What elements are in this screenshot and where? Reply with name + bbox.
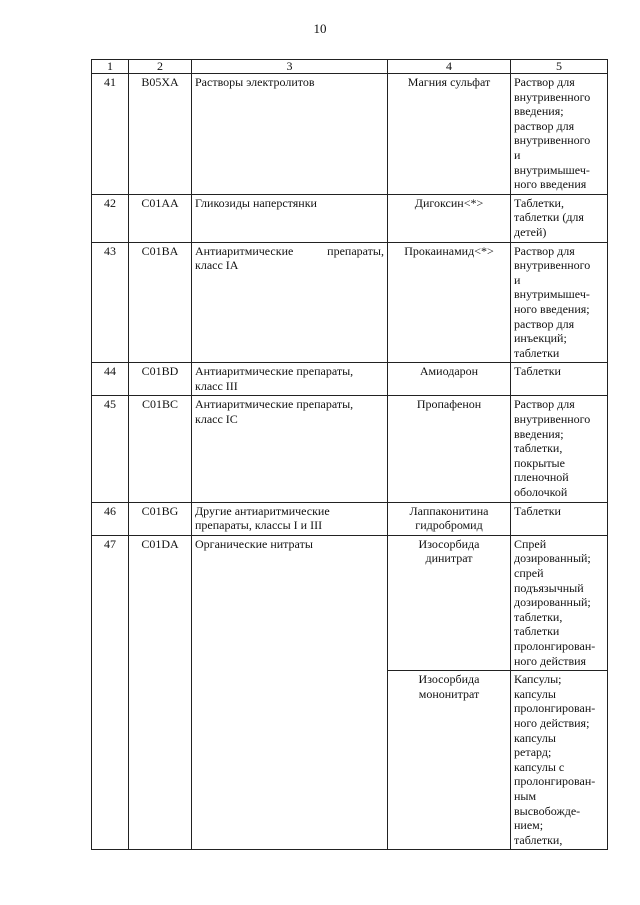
form-line: капсулы — [514, 686, 556, 701]
dosage-form — [511, 396, 608, 502]
group-word: Антиаритмические — [195, 243, 294, 258]
form-line: внутривенного — [514, 89, 591, 104]
form-line: таблетки — [514, 624, 560, 639]
drug-line: Прокаинамид<*> — [404, 243, 494, 258]
column-header: 3 — [192, 60, 388, 74]
group-word: препараты, — [327, 243, 384, 258]
drug-name — [388, 535, 511, 670]
form-line: внутривенного — [514, 412, 591, 427]
drug-name — [388, 363, 511, 396]
pharmacological-group — [192, 74, 388, 195]
row-number: 46 — [92, 502, 129, 535]
form-line: пленочной — [514, 470, 569, 485]
form-line: раствор для — [514, 118, 575, 133]
drug-table — [91, 59, 608, 850]
form-line: и — [514, 272, 521, 287]
form-line: таблетки — [514, 345, 560, 360]
table-row — [92, 363, 608, 396]
form-line: нием; — [514, 818, 544, 833]
form-line: раствор для — [514, 316, 575, 331]
form-line: высвобожде- — [514, 803, 581, 818]
row-number: 42 — [92, 194, 129, 242]
column-header: 5 — [511, 60, 608, 74]
form-line: оболочкой — [514, 485, 568, 500]
row-number: 47 — [92, 535, 129, 849]
pharmacological-group — [192, 363, 388, 396]
group-line: Растворы электролитов — [195, 75, 315, 89]
atc-code: C01BD — [129, 363, 192, 396]
drug-name — [388, 194, 511, 242]
form-line: Раствор для — [514, 243, 575, 258]
form-line: капсулы — [514, 730, 556, 745]
dosage-form — [511, 74, 608, 195]
group-line: класс IA — [195, 258, 239, 273]
form-line: подъязычный — [514, 580, 584, 595]
form-line: ного введения — [514, 177, 587, 192]
drug-name — [388, 396, 511, 502]
atc-code: C01DA — [129, 535, 192, 849]
drug-line: мононитрат — [418, 686, 480, 701]
form-line: Таблетки — [514, 364, 561, 379]
form-line: инъекций; — [514, 331, 567, 346]
drug-line: гидробромид — [415, 518, 483, 533]
table-row — [92, 194, 608, 242]
row-number: 45 — [92, 396, 129, 502]
drug-line: Амиодарон — [419, 364, 479, 379]
group-line: Органические нитраты — [195, 536, 313, 551]
row-number: 44 — [92, 363, 129, 396]
form-line: таблетки (для — [514, 210, 584, 225]
form-line: Спрей — [514, 536, 547, 551]
form-line: таблетки, — [514, 832, 563, 847]
form-line: капсулы с — [514, 759, 565, 774]
group-line: класс III — [195, 378, 238, 393]
pharmacological-group — [192, 194, 388, 242]
dosage-form — [511, 535, 608, 670]
drug-line: Пропафенон — [416, 397, 482, 412]
drug-line: Дигоксин<*> — [414, 195, 484, 210]
drug-line: динитрат — [425, 551, 473, 566]
group-line: Другие антиаритмические — [195, 503, 330, 518]
column-header: 2 — [129, 60, 192, 74]
drug-line: Изосорбида — [418, 672, 480, 687]
drug-name — [388, 74, 511, 195]
form-line: покрытые — [514, 455, 565, 470]
form-line: пролонгирован- — [514, 774, 596, 789]
group-line: Антиаритмические препараты, — [195, 397, 354, 412]
form-line: Капсулы; — [514, 672, 562, 687]
form-line: таблетки, — [514, 609, 563, 624]
group-line: препараты, классы I и III — [195, 518, 323, 533]
form-line: внутривенного — [514, 258, 591, 273]
table-row — [92, 74, 608, 195]
table-row — [92, 242, 608, 363]
atc-code: C01BA — [129, 242, 192, 363]
dosage-form — [511, 363, 608, 396]
pharmacological-group — [192, 502, 388, 535]
form-line: Раствор для — [514, 397, 575, 412]
form-line: ным — [514, 788, 537, 803]
form-line: дозированный; — [514, 551, 591, 566]
table-header-row — [92, 60, 608, 74]
group-line: Антиаритмические препараты, — [195, 364, 354, 379]
row-number: 43 — [92, 242, 129, 363]
dosage-form — [511, 242, 608, 363]
drug-line: Магния сульфат — [407, 75, 491, 89]
atc-code: C01AA — [129, 194, 192, 242]
form-line: внутримышеч- — [514, 287, 590, 302]
column-header: 1 — [92, 60, 129, 74]
atc-code: C01BC — [129, 396, 192, 502]
form-line: Раствор для — [514, 75, 575, 89]
pharmacological-group — [192, 242, 388, 363]
form-line: пролонгирован- — [514, 638, 596, 653]
form-line: спрей — [514, 566, 544, 580]
column-header: 4 — [388, 60, 511, 74]
form-line: введения; — [514, 104, 564, 119]
row-number: 41 — [92, 74, 129, 195]
form-line: и — [514, 147, 521, 162]
atc-code: C01BG — [129, 502, 192, 535]
drug-line: Лаппаконитина — [409, 503, 489, 518]
pharmacological-group — [192, 396, 388, 502]
form-line: дозированный; — [514, 595, 591, 610]
form-line: Таблетки, — [514, 195, 564, 210]
drug-line: Изосорбида — [418, 536, 480, 551]
form-line: детей) — [514, 224, 547, 239]
page-number: 10 — [313, 21, 327, 36]
drug-name — [388, 242, 511, 363]
form-line: введения; — [514, 426, 564, 441]
table-row — [92, 535, 608, 670]
dosage-form — [511, 502, 608, 535]
atc-code: B05XA — [129, 74, 192, 195]
dosage-form — [511, 194, 608, 242]
table-row — [92, 502, 608, 535]
form-line: ного действия — [514, 653, 587, 668]
form-line: внутривенного — [514, 133, 591, 148]
form-line: Таблетки — [514, 503, 561, 518]
form-line: пролонгирован- — [514, 701, 596, 716]
group-line — [195, 244, 384, 259]
group-line: Гликозиды наперстянки — [195, 195, 317, 210]
form-line: внутримышеч- — [514, 162, 590, 177]
table-row — [92, 396, 608, 502]
group-line: класс IC — [195, 412, 238, 427]
pharmacological-group — [192, 535, 388, 849]
form-line: ретард; — [514, 745, 552, 760]
drug-name — [388, 671, 511, 850]
form-line: ного введения; — [514, 301, 590, 316]
drug-name — [388, 502, 511, 535]
form-line: таблетки, — [514, 441, 563, 456]
dosage-form — [511, 671, 608, 850]
form-line: ного действия; — [514, 715, 590, 730]
